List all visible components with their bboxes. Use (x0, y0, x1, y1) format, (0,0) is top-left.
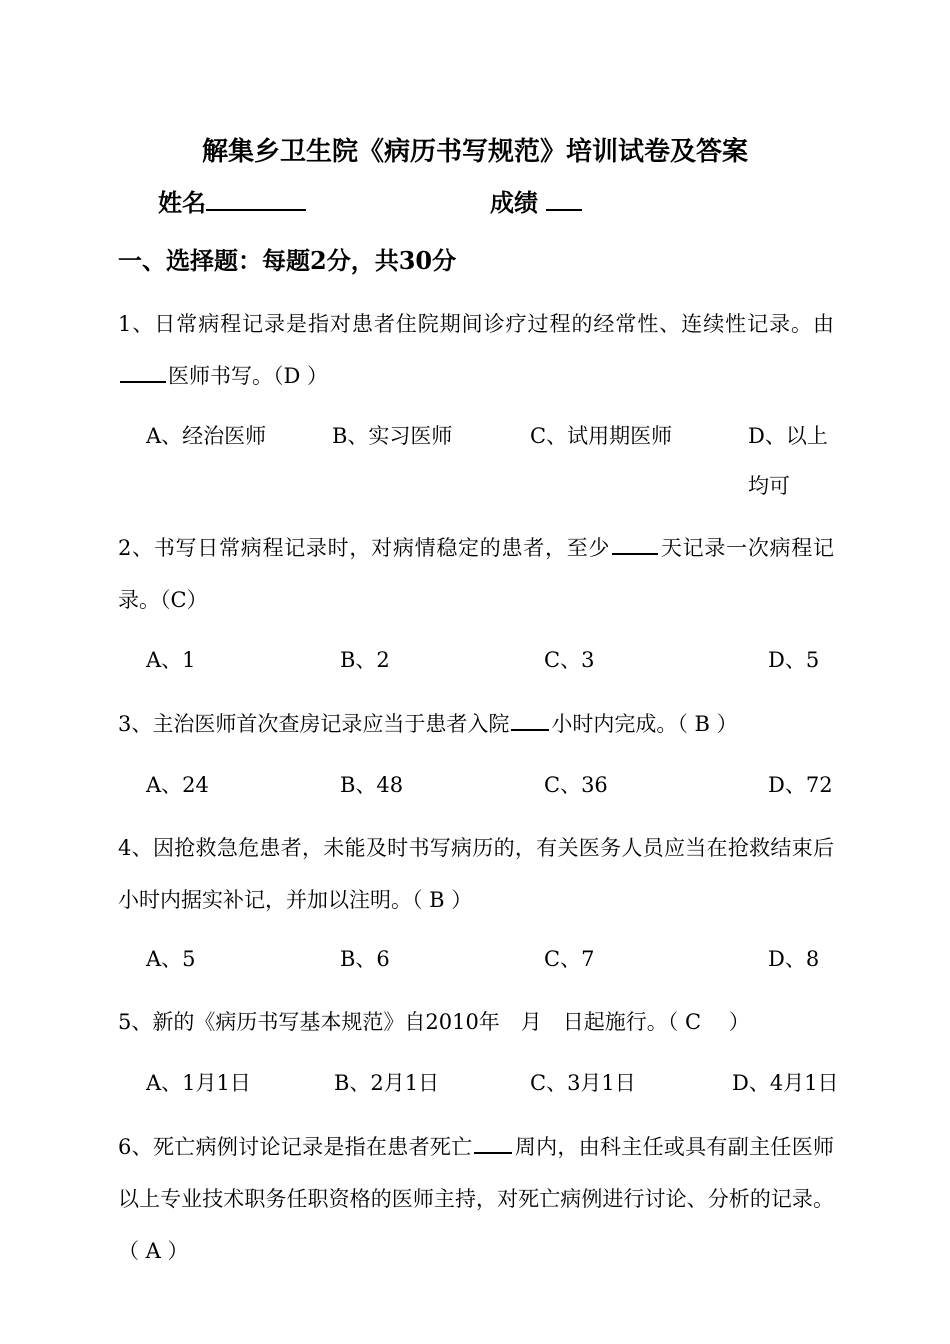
option-a: A、1月1日 (146, 1071, 251, 1095)
option-a: A、24 (146, 773, 209, 797)
option-c: C、3月1日 (530, 1071, 636, 1095)
option-d: D、8 (768, 947, 820, 971)
option-d: D、72 (768, 773, 833, 797)
option-b: B、实习医师 (332, 424, 453, 448)
question-4-text: 4、因抢救急危患者，未能及时书写病历的，有关医务人员应当在抢救结束后 (118, 836, 834, 860)
name-field (158, 183, 306, 221)
question-5-text: 5、新的《病历书写基本规范》自2010年 月 日起施行。（ C ） (118, 1010, 750, 1034)
document-title: 解集乡卫生院《病历书写规范》培训试卷及答案 (201, 137, 748, 167)
question-2-options (146, 635, 836, 685)
question-6 (118, 1121, 834, 1277)
question-3-blank (511, 707, 549, 731)
question-5-options (146, 1058, 839, 1108)
option-d: D、以上均可 (748, 424, 828, 498)
question-3-text: 3、主治医师首次查房记录应当于患者入院 (118, 712, 510, 736)
question-3-text-end: 小时内完成。（ B ） (551, 712, 738, 736)
section-title: 一、选择题：每题2分，共30分 (118, 246, 457, 275)
option-b: B、6 (340, 947, 390, 971)
score-blank[interactable] (546, 183, 582, 211)
score-label: 成绩 (490, 188, 538, 217)
question-1-blank (120, 359, 166, 383)
score-field (490, 183, 582, 221)
question-1-options (146, 411, 836, 511)
question-2-blank (612, 531, 658, 555)
name-label: 姓名 (158, 188, 206, 217)
question-6-text-end: 周内，由科主任或具有副主任医师以上专业技术职务任职资格的医师主持，对死亡病例进行讨论、分析的记录。（ A ） (118, 1135, 835, 1263)
option-c: C、7 (544, 947, 595, 971)
option-a: A、5 (146, 947, 196, 971)
option-b: B、2月1日 (334, 1071, 440, 1095)
question-2 (118, 522, 834, 626)
option-d: D、5 (768, 648, 820, 672)
question-1-text: 1、日常病程记录是指对患者住院期间诊疗过程的经常性、连续性记录。由 (118, 312, 834, 336)
question-2-text-end: 天记录一次病程记录。（C） (118, 536, 835, 612)
option-a: A、经治医师 (146, 424, 267, 448)
option-b: B、48 (340, 773, 404, 797)
question-5 (118, 996, 834, 1048)
question-4-text-end: 小时内据实补记，并加以注明。（ B ） (118, 888, 473, 912)
question-3 (118, 698, 834, 750)
question-3-options (146, 760, 836, 810)
option-b: B、2 (340, 648, 390, 672)
question-1 (118, 298, 834, 402)
option-a: A、1 (146, 648, 196, 672)
question-4-options (146, 934, 836, 984)
option-c: C、试用期医师 (530, 424, 673, 448)
question-2-text: 2、书写日常病程记录时，对病情稳定的患者，至少 (118, 536, 611, 560)
question-6-text: 6、死亡病例讨论记录是指在患者死亡 (118, 1135, 473, 1159)
question-4 (118, 822, 834, 926)
name-blank[interactable] (206, 183, 306, 211)
option-d: D、4月1日 (732, 1071, 839, 1095)
option-c: C、3 (544, 648, 595, 672)
question-1-text-end: 医师书写。（D ） (168, 364, 329, 388)
question-6-blank (474, 1130, 512, 1154)
option-c: C、36 (544, 773, 608, 797)
